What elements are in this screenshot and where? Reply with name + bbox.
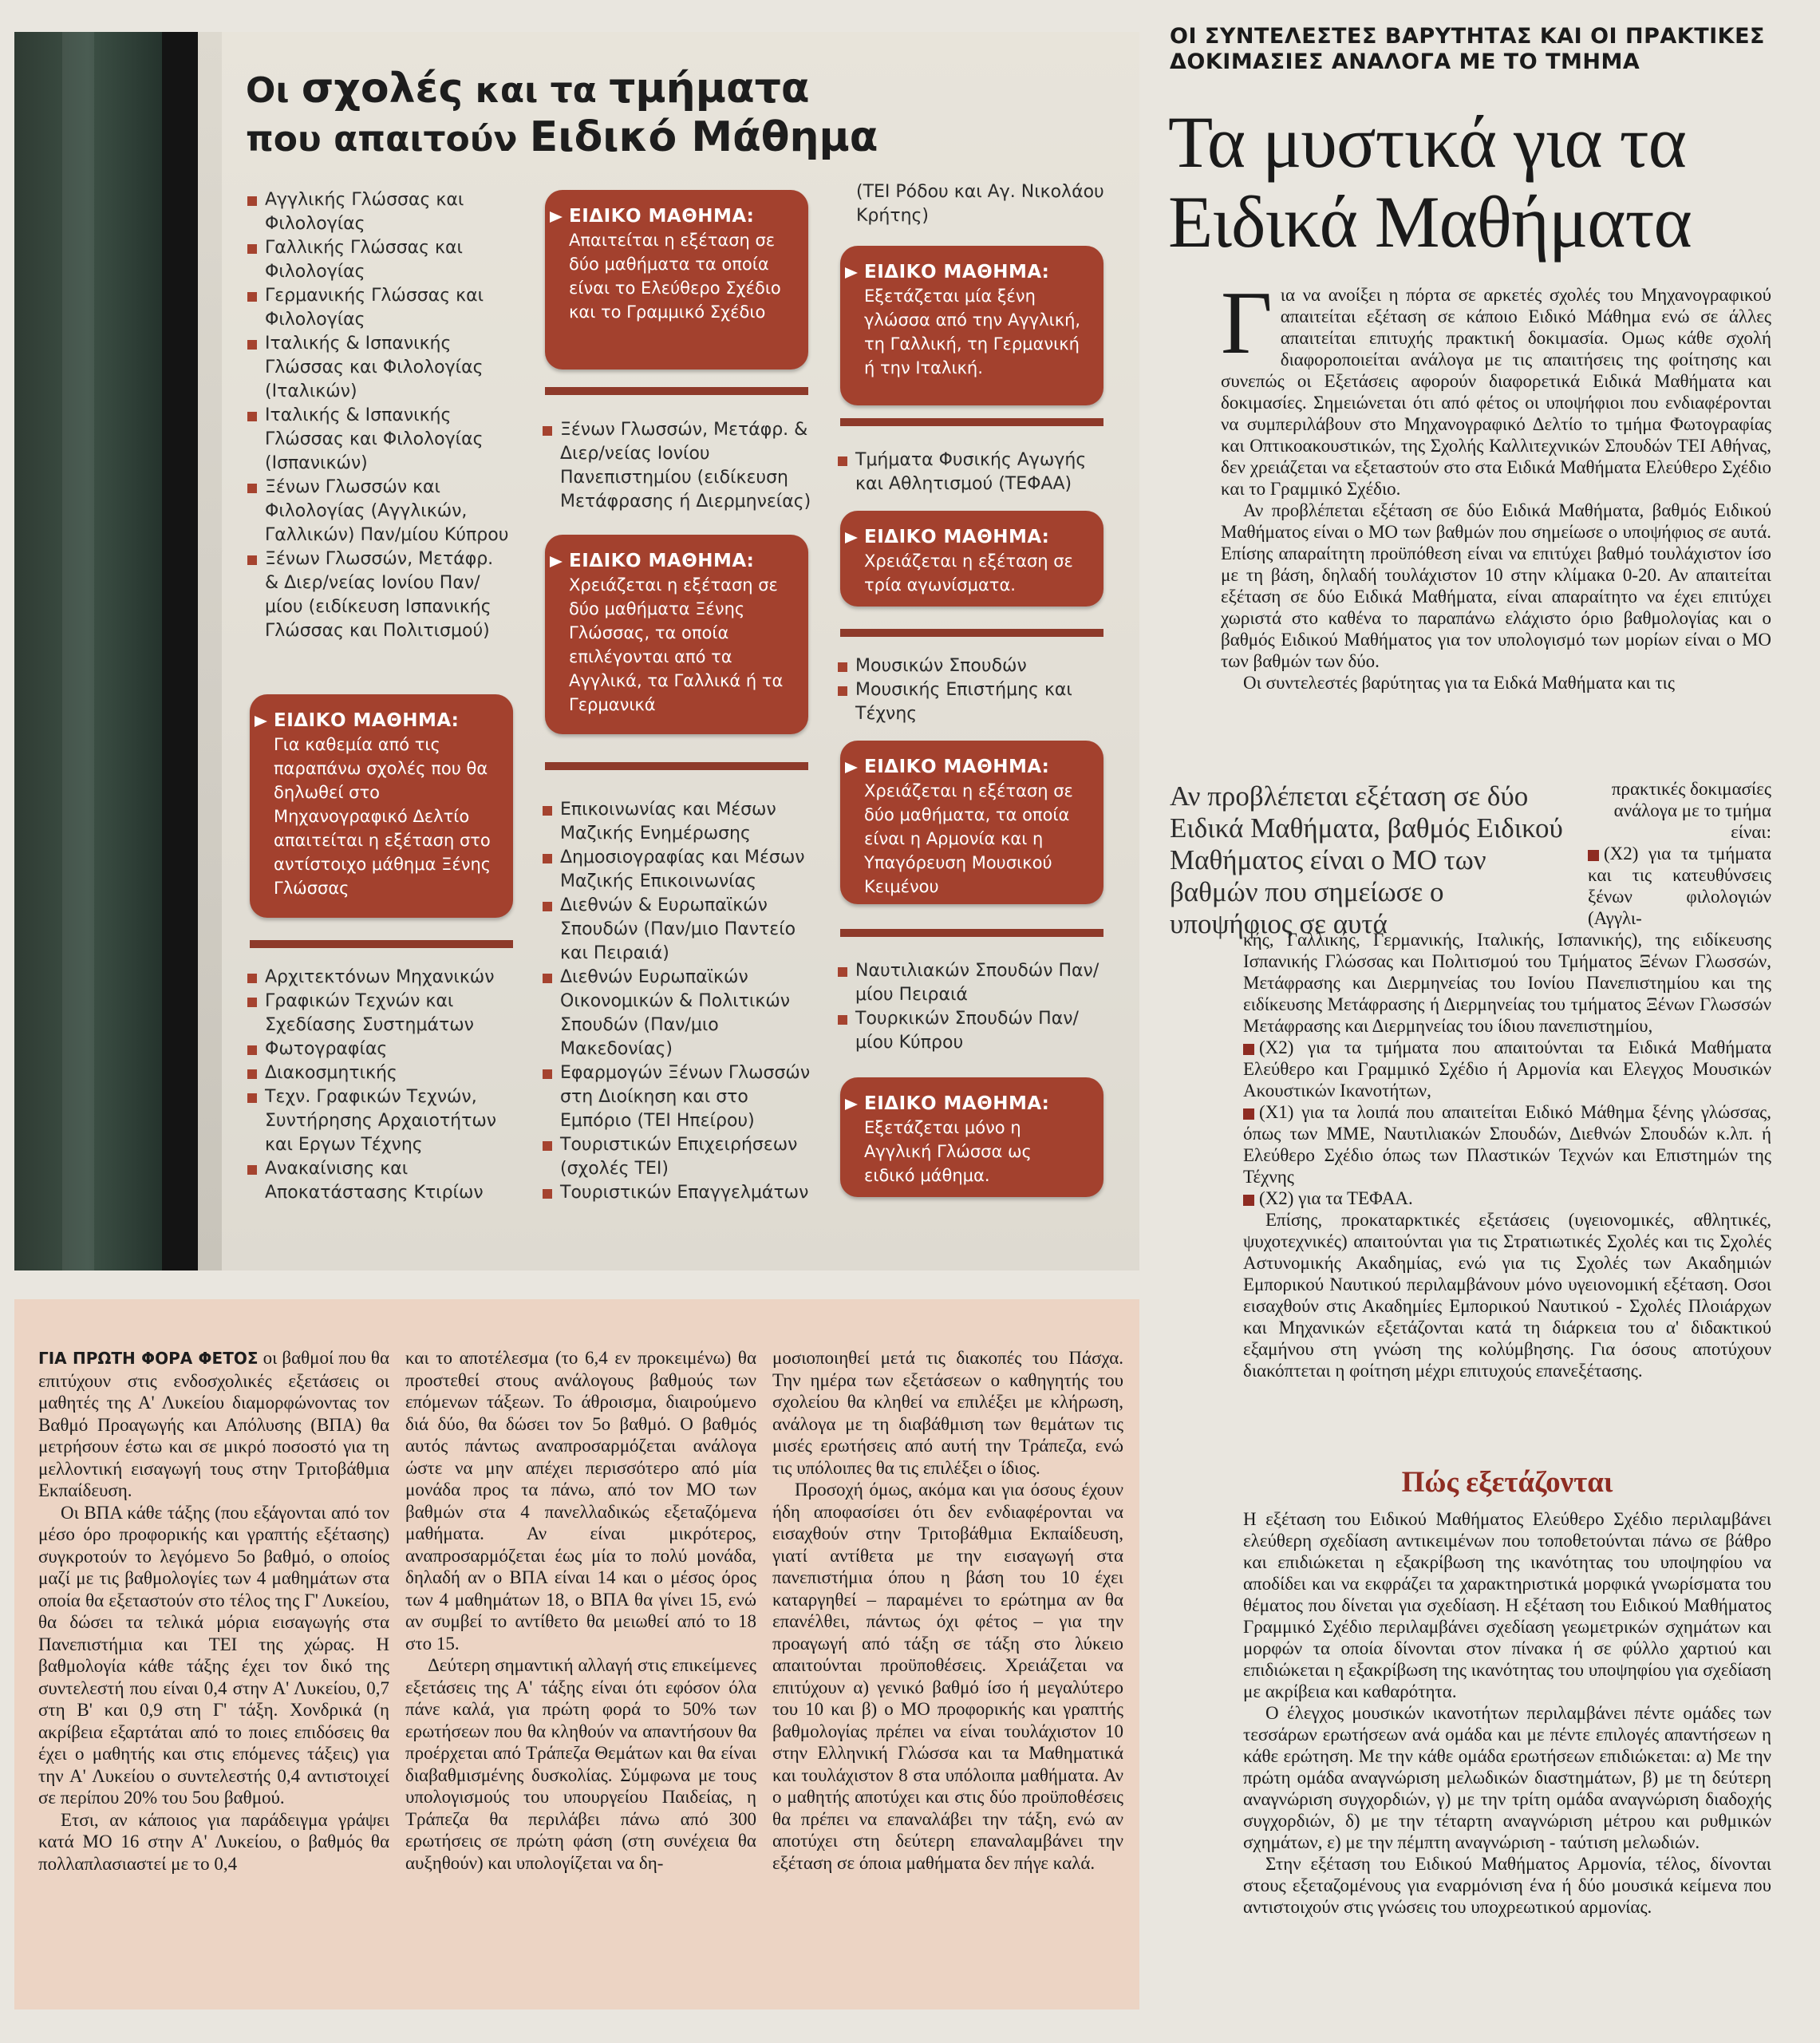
article-paragraph: Αν προβλέπεται εξέταση σε δύο Ειδικά Μαθήματα, βαθμός Ειδικού Μαθήματος είναι ο ΜΟ των βαθμών που σημείωσε ο υποψήφιος σε αυτά. Επίσης απαραίτητη προϋπόθεση είναι να επιτύχει βαθμό τουλάχιστον ίσο με τη βάση, δηλαδή τουλάχιστον 10 στην κλίμακα 0-20. Αν απαιτείται εξέταση σε δύο Ειδικά Μαθήματα, είναι απαραίτητο να έχει επιτύχει χωριστά στο καθένα το παραπάνω ελάχιστο όριο βαθμολογίας και ο βαθμός Ειδικού Μαθήματος για τον υπολογισμό των μορίων είναι ο ΜΟ των βαθμών των δύο.: [1221, 500, 1771, 671]
heading-text: και τα: [463, 70, 610, 111]
list-item: Ιταλικής & Ισπανικής Γλώσσας και Φιλολογίας (Ιταλικών): [247, 332, 511, 404]
list-item: Τουριστικών Επαγγελμάτων: [543, 1181, 814, 1205]
list-item-continued: (ΤΕΙ Ρόδου και Αγ. Νικολάου Κρήτης): [856, 182, 1104, 226]
list-item: Αρχιτεκτόνων Μηχανικών: [247, 966, 511, 990]
list-item: Γραφικών Τεχνών και Σχεδίασης Συστημάτων: [247, 990, 511, 1037]
special-subject-box: [250, 694, 513, 918]
heading-text: σχολές: [301, 65, 464, 113]
bullet-icon: [1243, 1044, 1254, 1055]
box-text: Εξετάζεται μία ξένη γλώσσα από την Αγγλική, τη Γαλλική, τη Γερμανική ή την Ιταλική.: [864, 286, 1081, 377]
heading-text: Ειδικό Μάθημα: [529, 113, 878, 161]
list-item: Ξένων Γλωσσών, Μετάφρ. & Διερ/νείας Ιονίου Παν/ μίου (ειδίκευση Ισπανικής Γλώσσας και Πολιτισμού): [247, 547, 511, 643]
box-text: Για καθεμία από τις παραπάνω σχολές που θα δηλωθεί στο Μηχανογραφικό Δελτίο απαιτείται η εξέταση στο αντίστοιχο μάθημα Ξένης Γλώσσας: [274, 735, 492, 898]
sidebar-paragraph: μοσιοποιηθεί μετά τις διακοπές του Πάσχα. Την ημέρα των εξετάσεων ο καθηγητής του σχολείου θα κληθεί να επιλέξει με κλήρωση, ανάλογα με τη διαβάθμιση των θεμάτων τις μισές ερωτήσεις από αυτή την Τράπεζα, ενώ τις υπόλοιπες θα τις επιλέξει ο ίδιος.: [772, 1348, 1123, 1478]
list-item: Τμήματα Φυσικής Αγωγής και Αθλητισμού (ΤΕΦΑΑ): [838, 449, 1109, 496]
paragraph-text: (Χ2) για τα τμήματα και τις κατευθύνσεις ξένων φιλολογιών (Αγγλι-: [1588, 844, 1771, 928]
divider: [840, 629, 1103, 637]
article-paragraph: [1221, 274, 1771, 500]
divider: [545, 387, 808, 395]
box-title: ΕΙΔΙΚΟ ΜΑΘΗΜΑ:: [864, 755, 1088, 779]
paragraph-text: ια να ανοίξει η πόρτα σε αρκετές σχολές του Μηχανογραφικού απαιτείται εξέταση σε κάποιο Ειδικό Μάθημα ενώ σε άλλες απαιτείται επιτυχής πρακτική δοκιμασία. Ομως κάθε σχολή διαφοροποιείται ανάλογα με τις απαιτήσεις της φοίτησης και συνεπώς οι Εξετάσεις αφορούν διαφορετικά Ειδικά Μαθήματα και δοκιμασίες. Σημειώνεται ότι από φέτος οι υποψήφιοι που ενδιαφέρονται να συμπεριλάβουν στο Μηχανογραφικό Δελτίο το τμήμα Φωτογραφίας και Οπτικοακουστικών, της Σχολής Καλλιτεχνικών Σπουδών ΤΕΙ Αθήνας, δεν χρειάζεται να εξεταστούν στο στα Ειδικά Μαθήματα Ελεύθερο Σχέδιο και το Γραμμικό Σχέδιο.: [1221, 285, 1771, 499]
col2-list2: [543, 798, 814, 1205]
sidebar-paragraph: και το αποτέλεσμα (το 6,4 εν προκειμένω) θα προστεθεί στους ανάλογους βαθμούς των επόμενων τάξεων. Το άθροισμα, διαιρούμενο διά δύο, θα δώσει τον 5ο βαθμό. Ο βαθμός αυτός πάντως αναπροσαρμόζεται ανάλογα ώστε να μην απέχει περισσότερο από μία μονάδα προς τα πάνω, από τον ΜΟ των βαθμών στα 4 πανελλαδικώς εξεταζόμενα μαθήματα. Αν είναι μικρότερος, αναπροσαρμόζεται έως μία το πολύ μονάδα, δηλαδή αν ο ΒΠΑ είναι 14 και ο μέσος όρος των 4 μαθημάτων 18, ο ΒΠΑ θα γίνει 15, ενώ αν συμβεί το αντίθετο θα μειωθεί από το 18 στο 15.: [405, 1348, 756, 1654]
pole-highlight: [62, 32, 94, 1270]
article-body-section2: [1243, 1508, 1771, 1918]
sidebar-paragraph: Οι ΒΠΑ κάθε τάξης (που εξάγονται από τον μέσο όρο προφορικής και γραπτής εξέτασης) συγκροτούν το λεγόμενο 5ο βαθμό, ο οποίος μαζί με τις βαθμολογίες των 4 μαθημάτων στα οποία θα εξεταστούν στο τέλος της Γ' Λυκείου, θα δώσει τα τελικά μόρια εισαγωγής στα Πανεπιστήμια και ΤΕΙ της χώρας. Η βαθμολογία κάθε τάξης έχει τον δικό της συντελεστή που είναι 0,4 στην Α' Λυκείου, 0,7 στη Β' και 0,9 στη Γ' τάξη. Χονδρικά (η ακρίβεια εξαρτάται από το ποιες επιδόσεις θα έχει ο μαθητής και στις επόμενες τάξεις) για την Α' Λυκείου ο συντελεστής 0,4 αντιστοιχεί σε περίπου 20% του 5ου βαθμού.: [38, 1502, 389, 1808]
article-paragraph: Οι συντελεστές βαρύτητας για τα Ειδκά Μαθήματα και τις: [1243, 673, 1675, 693]
list-item: Διακοσμητικής: [247, 1061, 511, 1085]
list-item: Μουσικών Σπουδών: [838, 654, 1109, 678]
infographic-heading: [246, 65, 964, 163]
heading-text: τμήματα: [609, 65, 810, 113]
article-paragraph: Επίσης, προκαταρκτικές εξετάσεις (υγειονομικές, αθλητικές, ψυχοτεχνικές) απαιτούνται για τις Στρατιωτικές Σχολές και τις Σχολές Αστυνομικής Ακαδημίας, ενώ για τις Σχολές των Ακαδημιών Εμπορικού Ναυτικού περιλαμβάνουν μόνο υγειονομική εξέταση. Οσοι εισαχθούν στις Ακαδημίες Εμπορικού Ναυτικού - Σχολές Πλοιάρχων και Μηχανικών εξετάζονται κατά τη διάρκεια του α' διδακτικού εξαμήνου στη γνώση της κολύμβησης. Για όσους αποτύχουν διακόπτεται η φοίτηση μέχρι επιτυχούς επανεξέτασης.: [1243, 1210, 1771, 1381]
col3-top: [856, 180, 1127, 228]
list-item: Αγγλικής Γλώσσας και Φιλολογίας: [247, 188, 511, 236]
col2-list1: [543, 418, 814, 514]
bullet-icon: [1243, 1195, 1254, 1206]
list-item: Εφαρμογών Ξένων Γλωσσών στη Διοίκηση και στο Εμπόριο (ΤΕΙ Ηπείρου): [543, 1061, 814, 1133]
box-text: Εξετάζεται μόνο η Αγγλική Γλώσσα ως ειδικό μάθημα.: [864, 1118, 1032, 1185]
col3-list1: [838, 449, 1109, 496]
box-title: ΕΙΔΙΚΟ ΜΑΘΗΜΑ:: [864, 1092, 1088, 1116]
col3-list2: [838, 654, 1109, 726]
list-item: Τεχν. Γραφικών Τεχνών, Συντήρησης Αρχαιοτήτων και Εργων Τέχνης: [247, 1085, 511, 1157]
article-paragraph: Ο έλεγχος μουσικών ικανοτήτων περιλαμβάνει πέντε ομάδες των τεσσάρων ερωτήσεων ανά ομάδα και με πέντε επιλογές απαντήσεων η κάθε ερώτηση. Με την κάθε ομάδα ερωτήσεων επιδιώκεται: α) Με την πρώτη ομάδα αναγνώριση μελωδικών διαστημάτων, β) με τη δεύτερη αναγνώριση συγχορδιών, γ) με την τρίτη ομάδα αναγνώριση διαδοχής συγχορδιών, δ) με την τέταρτη αναγνώριση μέτρου και ρυθμικών σχημάτων, ε) με την πέμπτη αναγνώριση - ταύτιση μελωδιών.: [1243, 1703, 1771, 1852]
box-title: ΕΙΔΙΚΟ ΜΑΘΗΜΑ:: [569, 549, 792, 573]
drop-cap: Γ: [1221, 274, 1273, 373]
list-item: Τουριστικών Επιχειρήσεων (σχολές ΤΕΙ): [543, 1133, 814, 1181]
sidebar-paragraph: Δεύτερη σημαντική αλλαγή στις επικείμενες εξετάσεις της Α' τάξης είναι ότι εφόσον όλα πάνε καλά, για πρώτη φορά το 50% των ερωτήσεων που θα κληθούν να απαντήσουν θα προέρχεται από Τράπεζα Θεμάτων και θα είναι διαβαθμισμένης δυσκολίας. Σύμφωνα με τους υπολογισμούς του υπουργείου Παιδείας, η Τράπεζα θα περιλάβει πάνω από 300 ερωτήσεις σε πρώτη φάση (στη συνέχεια θα αυξηθούν) και υπολογίζεται να δη-: [405, 1655, 756, 1873]
article-paragraph: Η εξέταση του Ειδικού Μαθήματος Ελεύθερο Σχέδιο περιλαμβάνει ελεύθερη σχεδίαση αντικειμένων που τοποθετούνται πάνω σε βάθρο και επιδιώκεται η εξακρίβωση της ικανότητας του υποψηφίου να αποδίδει και να εκφράζει τα χαρακτηριστικά μορφικά γνωρίσματα του θέματος που δίνεται για σχεδίαση. Η εξέταση του Ειδικού Μαθήματος Γραμμικό Σχέδιο περιλαμβάνει σχεδίαση γεωμετρικών σχημάτων και μορφών τα οποία δίνονται στον πίνακα ή σε φύλλο χαρτιού και επιδιώκεται η εξακρίβωση της ικανότητας του υποψηφίου για σχεδίαση με ακρίβεια και καθαρότητα.: [1243, 1509, 1771, 1701]
list-item: Διεθνών Ευρωπαϊκών Οικονομικών & Πολιτικών Σπουδών (Παν/μιο Μακεδονίας): [543, 966, 814, 1061]
list-item: Ξένων Γλωσσών, Μετάφρ. & Διερ/νείας Ιονίου Πανεπιστημίου (ειδίκευση Μετάφρασης ή Διερμηνείας): [543, 418, 814, 514]
list-item: Φωτογραφίας: [247, 1037, 511, 1061]
box-title: ΕΙΔΙΚΟ ΜΑΘΗΜΑ:: [864, 260, 1088, 284]
divider: [545, 762, 808, 770]
article-body: [1221, 274, 1771, 694]
article-body-cont: [1243, 929, 1771, 1381]
article-narrow-column: [1588, 778, 1771, 929]
col1-list2: [247, 966, 511, 1205]
article-paragraph: κής, Γαλλικής, Γερμανικής, Ιταλικής, Ισπανικής), της ειδίκευσης Ισπανικής Γλώσσας και Πολιτισμού του Τμήματος Ξένων Γλωσσών, Μετάφρασης και Διερμηνείας του Ιονίου Πανεπιστημίου και της ειδίκευσης Μετάφρασης ή Διερμηνείας του τμήματος Ξένων Γλωσσών Μετάφρασης και Διερμηνείας του ίδιου πανεπιστημίου,: [1243, 930, 1771, 1036]
heading-text: που απαιτούν: [246, 119, 530, 160]
article-title: Τα μυστικά για τα Ειδικά Μαθήματα: [1168, 101, 1692, 263]
paragraph-text: οι βαθμοί που θα επιτύχουν στις ενδοσχολικές εξετάσεις οι μαθητές της Α' Λυκείου διαμορφώνοντας τον Βαθμό Προαγωγής και Απόλυσης (ΒΠΑ) θα μετρήσουν έστω και σε μικρό ποσοστό για τη μελλοντική εισαγωγή τους στην Τριτοβάθμια Εκπαίδευση.: [38, 1348, 389, 1500]
col1-list1: [247, 188, 511, 643]
list-item: Γερμανικής Γλώσσας και Φιλολογίας: [247, 284, 511, 332]
special-subject-box: [545, 190, 808, 369]
sidebar-paragraph: Προσοχή όμως, ακόμα και για όσους έχουν ήδη αποφασίσει ότι δεν ενδιαφέρονται να εισαχθούν στην Τριτοβάθμια Εκπαίδευση, γιατί αντίθετα με την εισαγωγή στα πανεπιστήμια όπου η βάση του 10 έχει καταργηθεί – παραμένει το ερώτημα αν θα επανέλθει, πάντως όχι φέτος – για την προαγωγή από τάξη σε τάξη στο λύκειο απαιτούνται προϋποθέσεις. Χρειάζεται να επιτύχουν α) γενικό βαθμό ίσο ή μεγαλύτερο του 10 και β) ο ΜΟ προφορικής και γραπτής βαθμολογίας πρέπει να είναι τουλάχιστον 10 στην Ελληνική Γλώσσα και τα Μαθηματικά και τουλάχιστον 8 στα υπόλοιπα μαθήματα. Αν ο μαθητής αποτύχει και στις δύο προϋποθέσεις θα πρέπει να επαναλάβει την τάξη, ενώ αν αποτύχει στη δεύτερη επαναλαμβάνει την εξέταση σε όποια μαθήματα δεν πήγε καλά.: [772, 1480, 1123, 1873]
list-item: Διεθνών & Ευρωπαϊκών Σπουδών (Παν/μιο Παντείο και Πειραιά): [543, 894, 814, 966]
list-item: Τουρκικών Σπουδών Παν/ μίου Κύπρου: [838, 1007, 1109, 1055]
sidebar-column-1: [38, 1347, 389, 1875]
sidebar-paragraph: Ετσι, αν κάποιος για παράδειγμα γράψει κατά ΜΟ 16 στην Α' Λυκείου, ο βαθμός θα πολλαπλασιαστεί με το 0,4: [38, 1809, 389, 1874]
box-text: Χρειάζεται η εξέταση σε δύο μαθήματα, τα οποία είναι η Αρμονία και η Υπαγόρευση Μουσικού Κειμένου: [864, 781, 1073, 896]
article-paragraph: Στην εξέταση του Ειδικού Μαθήματος Αρμονία, τέλος, δίνονται στους εξεταζομένους για εναρμόνιση ένα ή δύο μουσικά κείμενα που αντιστοιχούν στις γνώσεις του υποχρεωτικού αρμονίας.: [1243, 1854, 1771, 1917]
special-subject-box: [545, 535, 808, 734]
divider: [250, 940, 513, 948]
paragraph-text: (Χ1) για τα λοιπά που απαιτείται Ειδικό Μάθημα ξένης γλώσσας, όπως των ΜΜΕ, Ναυτιλιακών Σπουδών, Διεθνών Σπουδών κ.λπ. ή Ελεύθερο Σχέδιο όπως των Πλαστικών Τεχνών και Επιστημών της Τέχνης: [1243, 1102, 1771, 1187]
sidebar-lead: ΓΙΑ ΠΡΩΤΗ ΦΟΡΑ ΦΕΤΟΣ: [38, 1349, 259, 1368]
special-subject-box: [840, 1077, 1103, 1197]
pull-quote: Αν προβλέπεται εξέταση σε δύο Ειδικά Μαθήματα, βαθμός Ειδικού Μαθήματος είναι ο ΜΟ των βαθμών που σημείωσε ο υποψήφιος σε αυτά: [1170, 780, 1563, 939]
sidebar-box: [14, 1299, 1139, 2009]
bullet-icon: [1243, 1108, 1254, 1120]
paragraph-text: (Χ2) για τα ΤΕΦΑΑ.: [1259, 1188, 1413, 1208]
section-subheading: Πώς εξετάζονται: [1401, 1466, 1613, 1499]
paragraph-text: (Χ2) για τα τμήματα που απαιτούνται τα Ειδικά Μαθήματα Ελεύθερο και Γραμμικό Σχέδιο ή Αρμονία και Ελεγχος Μουσικών Ακουστικών Ικανοτήτων,: [1243, 1037, 1771, 1101]
list-item: Ιταλικής & Ισπανικής Γλώσσας και Φιλολογίας (Ισπανικών): [247, 404, 511, 476]
box-title: ΕΙΔΙΚΟ ΜΑΘΗΜΑ:: [569, 204, 792, 228]
article-paragraph: πρακτικές δοκιμασίες ανάλογα με το τμήμα είναι:: [1611, 779, 1771, 842]
divider: [840, 418, 1103, 426]
divider: [840, 929, 1103, 937]
bullet-icon: [1588, 850, 1599, 861]
list-item: Ναυτιλιακών Σπουδών Παν/ μίου Πειραιά: [838, 959, 1109, 1007]
special-subject-box: [840, 511, 1103, 607]
box-text: Χρειάζεται η εξέταση σε δύο μαθήματα Ξένης Γλώσσας, τα οποία επιλέγονται από τα Αγγλικά, τα Γαλλικά ή τα Γερμανικά: [569, 575, 784, 714]
sidebar-column-3: [772, 1347, 1123, 1874]
article-kicker: ΟΙ ΣΥΝΤΕΛΕΣΤΕΣ ΒΑΡΥΤΗΤΑΣ ΚΑΙ ΟΙ ΠΡΑΚΤΙΚΕΣ ΔΟΚΙΜΑΣΙΕΣ ΑΝΑΛΟΓΑ ΜΕ ΤΟ ΤΜΗΜΑ: [1170, 24, 1765, 74]
list-item: Δημοσιογραφίας και Μέσων Μαζικής Επικοινωνίας: [543, 846, 814, 894]
list-item: Ξένων Γλωσσών και Φιλολογίας (Αγγλικών, Γαλλικών) Παν/μίου Κύπρου: [247, 476, 511, 547]
list-item: Μουσικής Επιστήμης και Τέχνης: [838, 678, 1109, 726]
infographic-panel: [14, 32, 1139, 1270]
box-title: ΕΙΔΙΚΟ ΜΑΘΗΜΑ:: [864, 525, 1088, 549]
special-subject-box: [840, 246, 1103, 405]
box-text: Απαιτείται η εξέταση σε δύο μαθήματα τα οποία είναι το Ελεύθερο Σχέδιο και το Γραμμικό Σχέδιο: [569, 231, 781, 322]
box-title: ΕΙΔΙΚΟ ΜΑΘΗΜΑ:: [274, 709, 497, 733]
col3-list3: [838, 959, 1109, 1055]
heading-text: Οι: [246, 70, 302, 111]
list-item: Επικοινωνίας και Μέσων Μαζικής Ενημέρωσης: [543, 798, 814, 846]
box-text: Χρειάζεται η εξέταση σε τρία αγωνίσματα.: [864, 551, 1073, 595]
sidebar-column-2: [405, 1347, 756, 1874]
special-subject-box: [840, 741, 1103, 904]
list-item: Ανακαίνισης και Αποκατάστασης Κτιρίων: [247, 1157, 511, 1205]
list-item: Γαλλικής Γλώσσας και Φιλολογίας: [247, 236, 511, 284]
pole-edge: [162, 32, 198, 1270]
